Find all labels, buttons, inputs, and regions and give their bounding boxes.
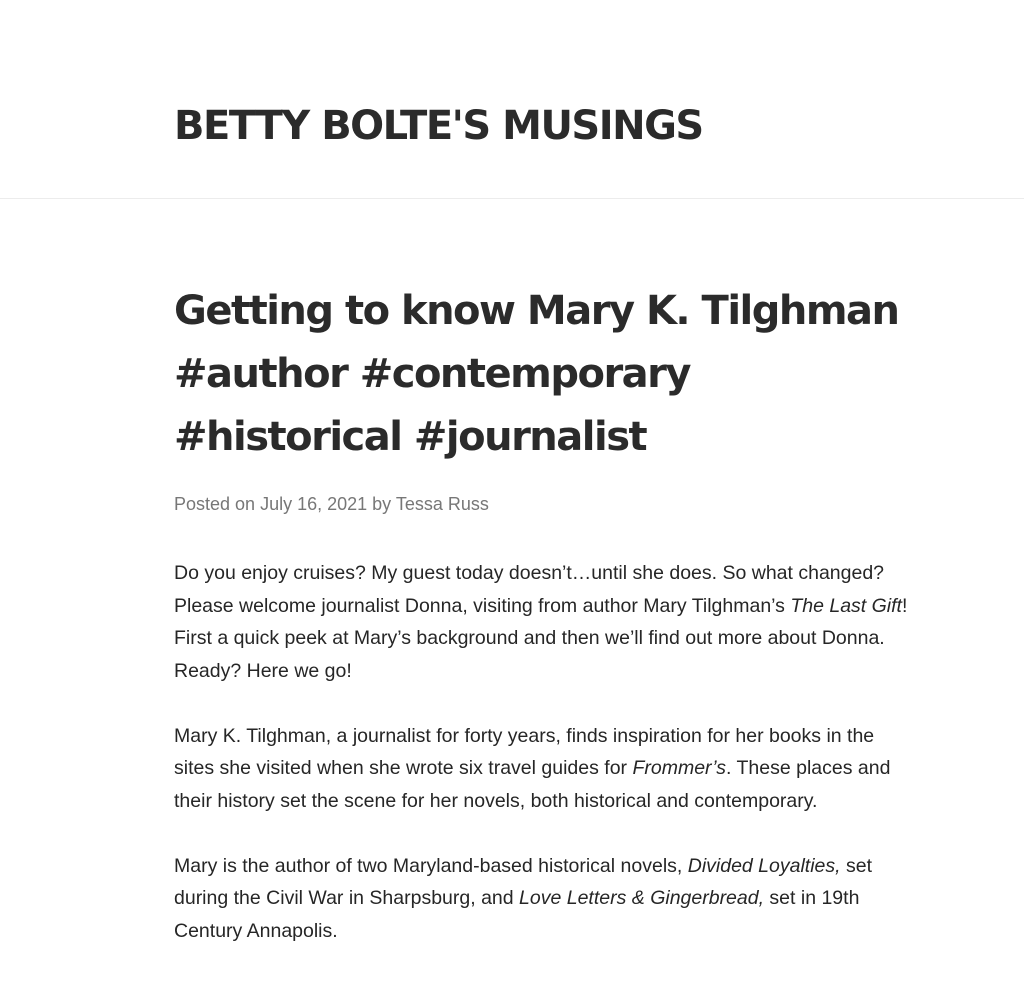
paragraph-text: Do you enjoy cruises? My guest today doesn’t…until she does. So what changed? Please welcome journalist Donna, visiting from author Mary Tilghman’s — [174, 562, 885, 617]
site-title-link[interactable]: BETTY BOLTE'S MUSINGS — [174, 103, 703, 149]
book-title-divided-loyalties: Divided Loyalties, — [687, 854, 841, 877]
post-title: Getting to know Mary K. Tilghman #author #contemporary #historical #journalist — [174, 288, 899, 460]
paragraph-text: set during the Civil War in Sharpsburg, and — [174, 854, 873, 909]
paragraph-text: Mary is the author of two Maryland-based historical novels, — [174, 854, 688, 877]
post-content — [174, 557, 914, 947]
paragraph-intro — [174, 557, 914, 687]
post-meta — [174, 492, 914, 516]
book-title-the-last-gift: The Last Gift — [790, 594, 902, 617]
publication-title-frommers: Frommer’s — [632, 757, 726, 779]
post-date-link[interactable]: July 16, 2021 — [260, 494, 368, 514]
paragraph-books — [174, 850, 914, 948]
paragraph-text: Mary K. Tilghman, a journalist for forty years, finds inspiration for her books in the sites she visited when she wrote six travel guides for — [174, 724, 875, 779]
site-header — [0, 0, 1024, 199]
post-author-link[interactable]: Tessa Russ — [395, 494, 489, 514]
post-article — [174, 280, 914, 980]
paragraph-text: set in 19th Century Annapolis. — [174, 887, 860, 942]
book-title-love-letters-gingerbread: Love Letters & Gingerbread, — [519, 887, 765, 909]
paragraph-bio — [174, 720, 914, 818]
by-label: by — [372, 494, 392, 514]
posted-on-label: Posted on — [174, 494, 256, 514]
paragraph-text: ! First a quick peek at Mary’s background and then we’ll find out more about Donna. Ready? Here we go! — [174, 594, 908, 682]
paragraph-text: . These places and their history set the scene for her novels, both historical and contemporary. — [174, 757, 891, 812]
